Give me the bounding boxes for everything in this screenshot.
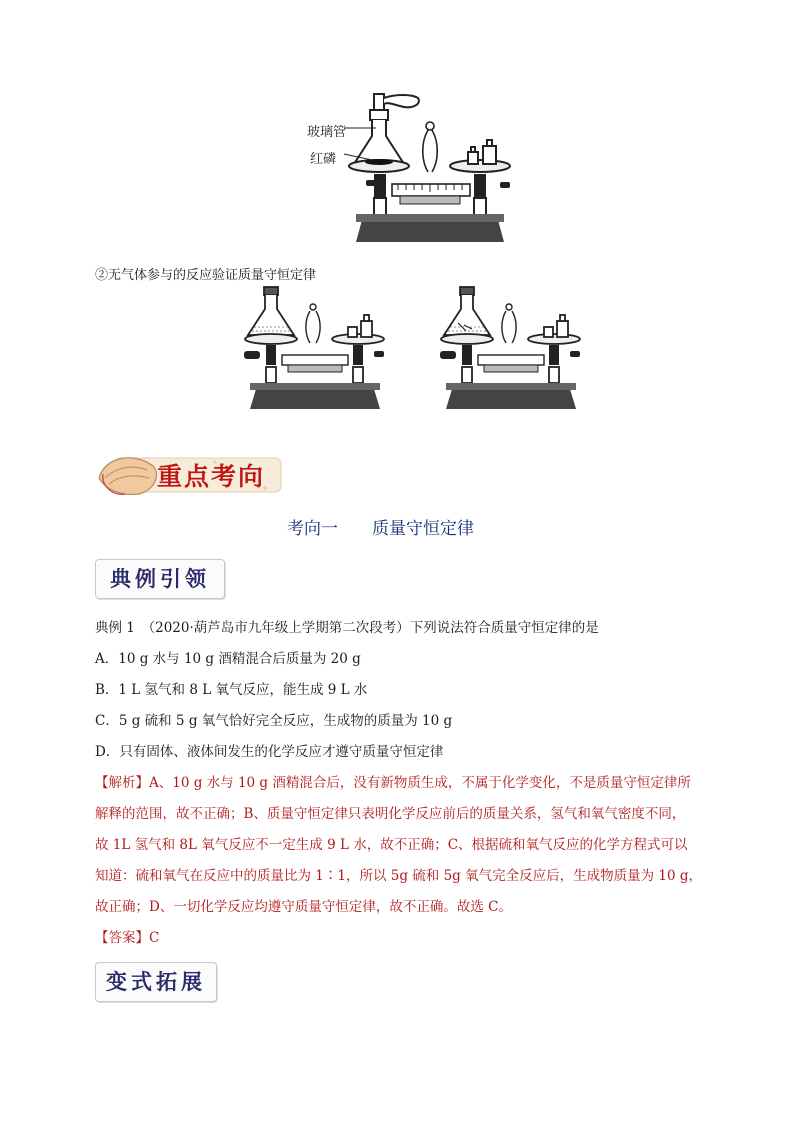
variant-box-title <box>95 962 217 1002</box>
balance-figure-left <box>240 285 390 413</box>
analysis-line-2: 解释的范围，故不正确；B、质量守恒定律只表明化学反应前后的质量关系，氢气和氧气密度不同， <box>95 806 686 822</box>
example-box-title <box>95 559 225 599</box>
option-a: A．10 g 水与 10 g 酒精混合后质量为 20 g <box>95 651 361 667</box>
option-b: B．1 L 氢气和 8 L 氧气反应，能生成 9 L 水 <box>95 682 368 698</box>
answer-line: 【答案】C <box>95 930 160 946</box>
analysis-line-5: 故正确；D、一切化学反应均遵守质量守恒定律，故不正确。故选 C。 <box>95 899 512 915</box>
analysis-line-4: 知道：硫和氧气在反应中的质量比为 1∶1，所以 5g 硫和 5g 氧气完全反应后，生成物质量为 10 g， <box>95 868 702 884</box>
option-c: C．5 g 硫和 5 g 氧气恰好完全反应，生成物的质量为 10 g <box>95 713 453 729</box>
section-banner <box>95 448 285 500</box>
option-d: D．只有固体、液体间发生的化学反应才遵守质量守恒定律 <box>95 744 444 760</box>
balance-figure-phosphorus <box>300 92 530 252</box>
analysis-line-3: 故 1L 氢气和 8L 氧气反应不一定生成 9 L 水，故不正确；C、根据硫和氧气反应的化学方程式可以 <box>95 837 688 853</box>
question-stem: 典例 1 （2020·葫芦岛市九年级上学期第二次段考）下列说法符合质量守恒定律的是 <box>95 620 599 636</box>
banner-title: 重点考向 <box>157 462 266 491</box>
label-glass-tube: 玻璃管 <box>307 125 347 140</box>
analysis-line-1: 【解析】A、10 g 水与 10 g 酒精混合后，没有新物质生成，不属于化学变化，不是质量守恒定律所 <box>95 775 691 791</box>
topic-title: 考向一 质量守恒定律 <box>287 519 474 539</box>
label-red-phosphorus: 红磷 <box>310 152 337 167</box>
balance-figure-right <box>436 285 586 413</box>
example-box-label: 典例引领 <box>110 566 210 591</box>
section-heading-no-gas: ②无气体参与的反应验证质量守恒定律 <box>95 268 317 283</box>
variant-box-label: 变式拓展 <box>106 969 206 994</box>
